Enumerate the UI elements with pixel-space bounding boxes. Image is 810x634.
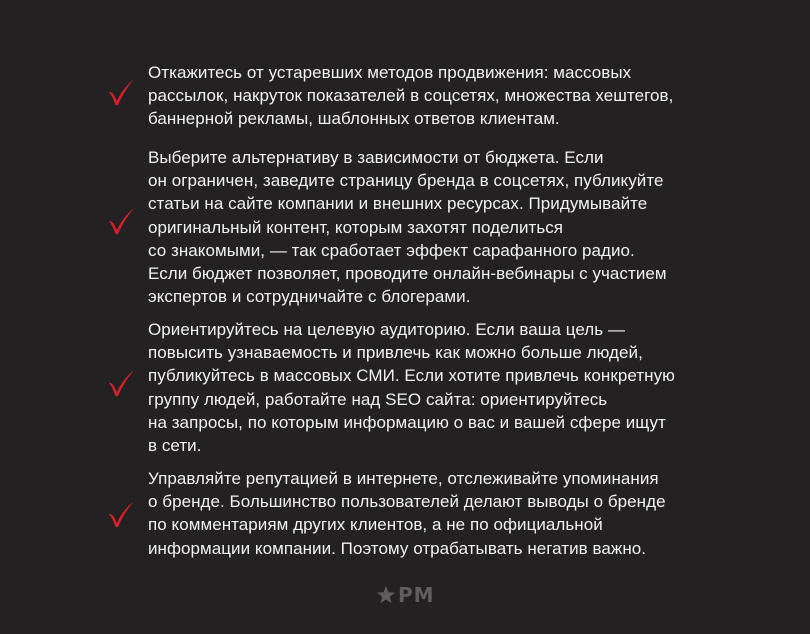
text-line: в сети. (148, 436, 202, 456)
text-line: рассылок, накруток показателей в соцсетях, множества хештегов, (148, 86, 674, 106)
text-line: повысить узнаваемость и привлечь как можно больше людей, (148, 343, 643, 363)
logo-text: PM (398, 583, 435, 607)
item-text (148, 467, 788, 560)
checkmark-icon (106, 206, 136, 236)
star-icon (376, 585, 396, 605)
text-line: по комментариям других клиентов, а не по официальной (148, 515, 603, 535)
text-line: Если бюджет позволяет, проводите онлайн-вебинары с участием (148, 264, 667, 284)
item-text (148, 61, 788, 131)
brand-logo (376, 583, 435, 607)
text-line: о бренде. Большинство пользователей делают выводы о бренде (148, 492, 666, 512)
item-text (148, 318, 788, 457)
text-line: оригинальный контент, которым захотят поделиться (148, 217, 564, 237)
text-line: он ограничен, заведите страницу бренда в соцсетях, публикуйте (148, 171, 664, 191)
text-line: Ориентируйтесь на целевую аудиторию. Если ваша цель — (148, 320, 625, 339)
text-line: баннерной рекламы, шаблонных ответов клиентам. (148, 109, 560, 129)
checkmark-icon (106, 77, 136, 107)
text-line: информации компании. Поэтому отрабатывать негатив важно. (148, 538, 647, 558)
text-line: со знакомыми, — так сработает эффект сарафанного радио. (148, 240, 635, 260)
text-line: экспертов и сотрудничайте с блогерами. (148, 287, 471, 307)
checkmark-icon (106, 368, 136, 398)
text-line: на запросы, по которым информацию о вас и вашей сфере ищут (148, 412, 666, 432)
text-line: Управляйте репутацией в интернете, отслеживайте упоминания (148, 469, 659, 488)
checkmark-icon (106, 499, 136, 529)
text-line: Выберите альтернативу в зависимости от бюджета. Если (148, 148, 604, 167)
text-line: статьи на сайте компании и внешних ресурсах. Придумывайте (148, 194, 648, 214)
text-line: группу людей, работайте над SEO сайта: ориентируйтесь (148, 389, 608, 409)
text-line: Откажитесь от устаревших методов продвижения: массовых (148, 63, 632, 82)
item-text (148, 146, 788, 308)
text-line: публикуйтесь в массовых СМИ. Если хотите привлечь конкретную (148, 366, 675, 386)
